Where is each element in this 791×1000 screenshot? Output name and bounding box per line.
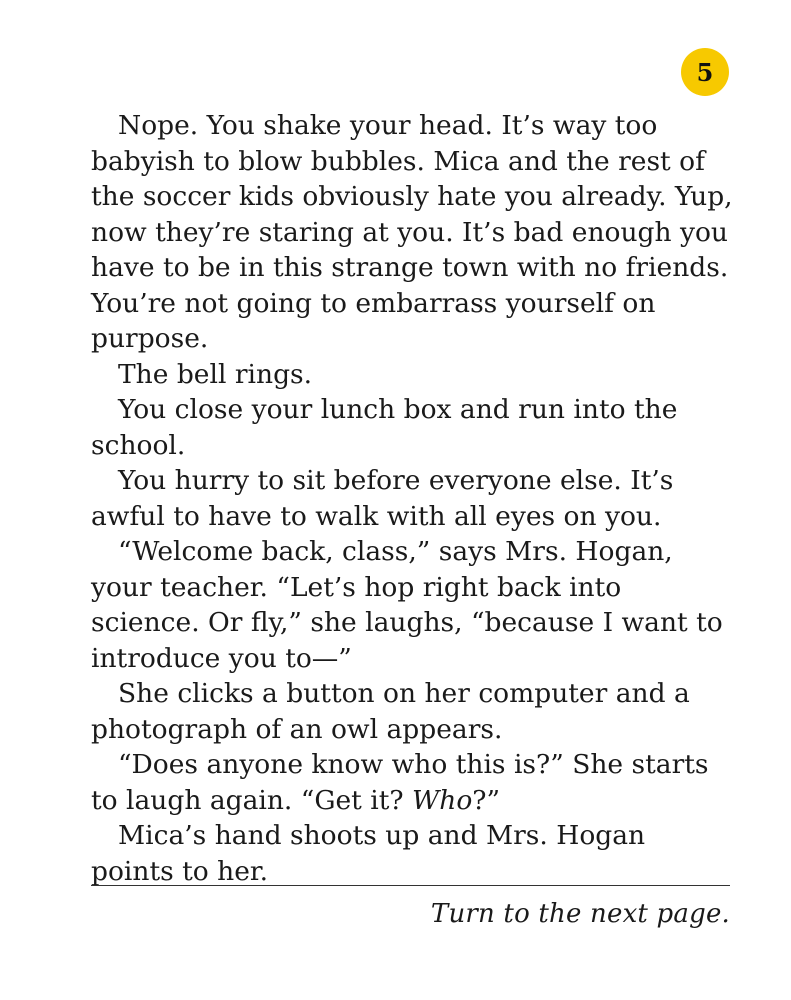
story-paragraph: The bell rings. <box>118 358 313 390</box>
story-paragraph: You hurry to sit before everyone else. It’s awful to have to walk with all eyes on you. <box>91 465 674 532</box>
page-number-badge <box>681 48 729 96</box>
story-paragraph: Mica’s hand shoots up and Mrs. Hogan points to her. <box>91 820 646 887</box>
story-text <box>91 108 736 889</box>
story-paragraph: “Welcome back, class,” says Mrs. Hogan, your teacher. “Let’s hop right back into science. Or fly,” she laughs, “because I want to introduce you to—” <box>91 536 723 674</box>
footer-divider <box>91 885 730 886</box>
story-paragraph: You close your lunch box and run into the school. <box>91 394 678 461</box>
owl-question-emphasis: Who <box>412 784 473 816</box>
owl-question-start: “Does anyone know who this is?” She starts to laugh again. “Get it? <box>91 749 709 816</box>
story-paragraph-owl-question <box>91 747 736 818</box>
turn-page-prompt: Turn to the next page. <box>430 899 730 929</box>
owl-question-end: ?” <box>472 784 501 816</box>
story-paragraph: Nope. You shake your head. It’s way too babyish to blow bubbles. Mica and the rest of the soccer kids obviously hate you already. Yup, now they’re staring at you. It’s bad enough you have to be in this strange town with no friends. You’re not going to embarrass yourself on purpose. <box>91 110 733 354</box>
story-paragraph: She clicks a button on her computer and a photograph of an owl appears. <box>91 678 690 745</box>
page-number: 5 <box>696 57 714 87</box>
